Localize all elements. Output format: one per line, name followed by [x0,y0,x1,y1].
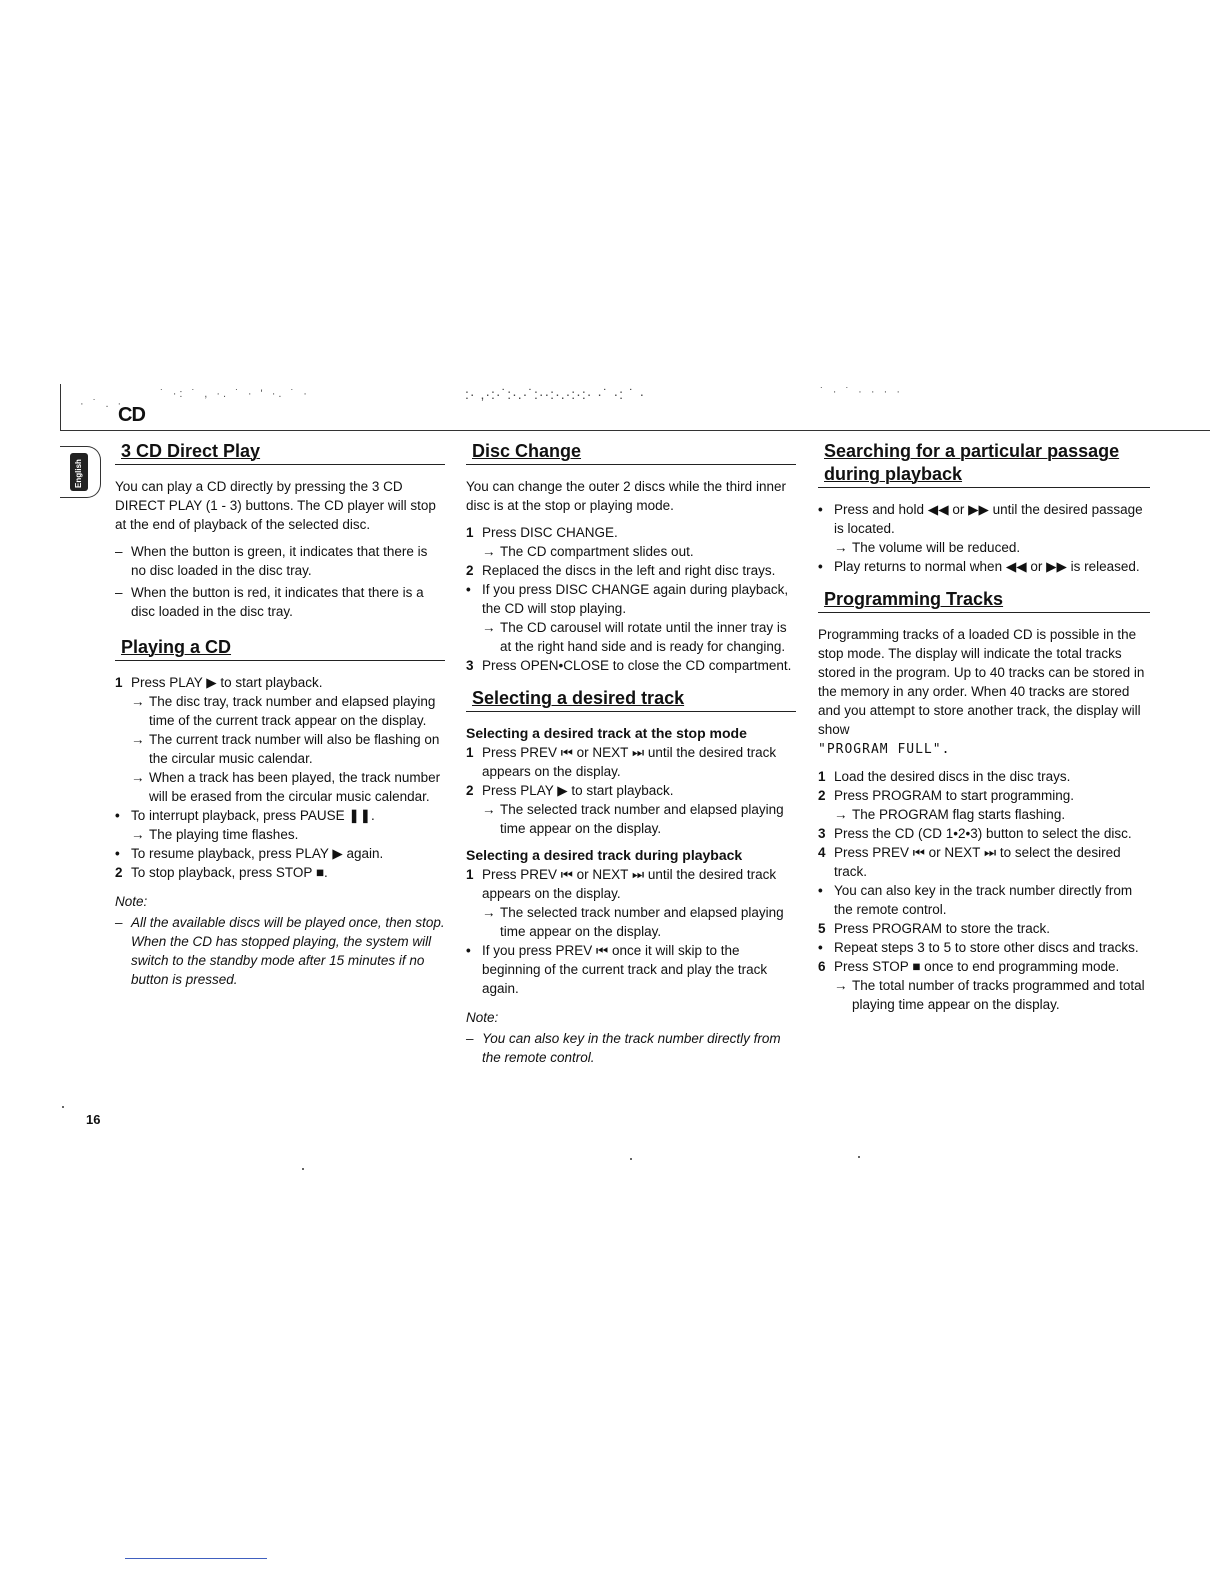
subheading-during-playback: Selecting a desired track during playback [466,847,743,863]
note-text: – You can also key in the track number directly from the remote control. [466,1031,781,1065]
step-item: 2 To stop playback, press STOP ■. [115,865,328,880]
header-rule [60,430,1210,431]
result-item: → The PROGRAM flag starts flashing. [834,807,1066,822]
column-3 [818,440,1150,1014]
bullet-item: • Play returns to normal when ◀◀ or ▶▶ is released. [818,559,1140,574]
result-item: → The total number of tracks programmed and total playing time appear on the display. [834,978,1145,1012]
step-item: 2 Replaced the discs in the left and right disc trays. [466,563,776,578]
list-item: – When the button is red, it indicates that there is a disc loaded in the disc tray. [115,585,424,619]
header-left-rule [60,384,61,430]
step-item: 4 Press PREV ⏮ or NEXT ⏭ to select the desired track. [818,845,1121,879]
subheading-stop-mode: Selecting a desired track at the stop mode [466,725,747,741]
step-item: 3 Press OPEN•CLOSE to close the CD compartment. [466,658,792,673]
step-item: 1 Press DISC CHANGE. [466,525,618,540]
note-text: – All the available discs will be played once, then stop. When the CD has stopped playing, the system will switch to the standby mode after 15 minutes if no button is pressed. [115,915,445,987]
column-1 [115,440,445,992]
bullet-item: • Press and hold ◀◀ or ▶▶ until the desired passage is located. [818,502,1143,536]
heading-programming-tracks: Programming Tracks [818,588,1150,613]
language-tab-marker [70,453,88,491]
programming-intro: Programming tracks of a loaded CD is possible in the stop mode. The display will indicate the total tracks stored in the program. Up to 40 tracks can be stored in the memory in any order. When 40 tracks are stored and you attempt to store another track, the display will show "PROGRAM FULL". [818,627,1145,757]
scan-noise: ˙ · ˙ · · · · [820,386,903,398]
bullet-item: • Repeat steps 3 to 5 to store other discs and tracks. [818,940,1139,955]
result-item: → The playing time flashes. [131,827,299,842]
scan-speck [858,1156,860,1158]
scan-noise: · ˙ . · [80,398,125,410]
step-item: 1 Load the desired discs in the disc trays. [818,769,1071,784]
list-item: – When the button is green, it indicates that there is no disc loaded in the disc tray. [115,544,428,578]
bullet-item: • To interrupt playback, press PAUSE ❚❚. [115,808,375,823]
result-item: → The CD compartment slides out. [482,544,694,559]
scan-speck [302,1168,304,1170]
page-number: 16 [86,1112,101,1127]
scan-noise: ˙ ·: ˙ , ·. ˙ · ' ·. ˙ · [160,388,310,400]
heading-searching-passage: Searching for a particular passage during playback [818,440,1150,488]
step-item: 1 Press PREV ⏮ or NEXT ⏭ until the desired track appears on the display. [466,745,777,779]
result-item: → The disc tray, track number and elapsed playing time of the current track appear on the display. [131,694,436,728]
step-item: 3 Press the CD (CD 1•2•3) button to select the disc. [818,826,1132,841]
result-item: → When a track has been played, the track number will be erased from the circular music calendar. [131,770,441,804]
direct-play-intro: You can play a CD directly by pressing the 3 CD DIRECT PLAY (1 - 3) buttons. The CD player will stop at the end of playback of the selected disc. [115,479,436,532]
language-tab-label: English [73,459,83,488]
disc-change-intro: You can change the outer 2 discs while the third inner disc is at the stop or playing mode. [466,479,786,513]
step-item: 2 Press PROGRAM to start programming. [818,788,1075,803]
scan-speck [630,1158,632,1160]
bullet-item: • You can also key in the track number directly from the remote control. [818,883,1133,917]
step-item: 6 Press STOP ■ once to end programming mode. [818,959,1120,974]
step-item: 1 Press PLAY ▶ to start playback. [115,675,323,690]
result-item: → The selected track number and elapsed playing time appear on the display. [482,802,784,836]
heading-disc-change: Disc Change [466,440,796,465]
result-item: → The current track number will also be flashing on the circular music calendar. [131,732,440,766]
bullet-item: • If you press PREV ⏮ once it will skip to the beginning of the current track and play the track again. [466,943,768,996]
language-tab [60,446,101,498]
step-item: 1 Press PREV ⏮ or NEXT ⏭ until the desired track appears on the display. [466,867,777,901]
display-text: "PROGRAM FULL". [818,742,951,757]
footer-line [125,1558,267,1559]
step-item: 2 Press PLAY ▶ to start playback. [466,783,674,798]
note-title: Note: [115,894,148,909]
scan-speck [62,1106,64,1108]
bullet-item: • To resume playback, press PLAY ▶ again. [115,846,384,861]
step-item: 5 Press PROGRAM to store the track. [818,921,1051,936]
result-item: → The CD carousel will rotate until the inner tray is at the right hand side and is ready for changing. [482,620,787,654]
heading-3cd-direct-play: 3 CD Direct Play [115,440,445,465]
heading-selecting-desired-track: Selecting a desired track [466,687,796,712]
scan-noise: :· ,·:·˙:·.·˙:··:·.·:·:· ·˙ ·: ˙ · [465,386,646,402]
result-item: → The selected track number and elapsed playing time appear on the display. [482,905,784,939]
note-title: Note: [466,1010,499,1025]
section-label: CD [118,404,145,426]
heading-playing-a-cd: Playing a CD [115,636,445,661]
column-2 [466,440,796,1070]
bullet-item: • If you press DISC CHANGE again during playback, the CD will stop playing. [466,582,789,616]
result-item: → The volume will be reduced. [834,540,1021,555]
